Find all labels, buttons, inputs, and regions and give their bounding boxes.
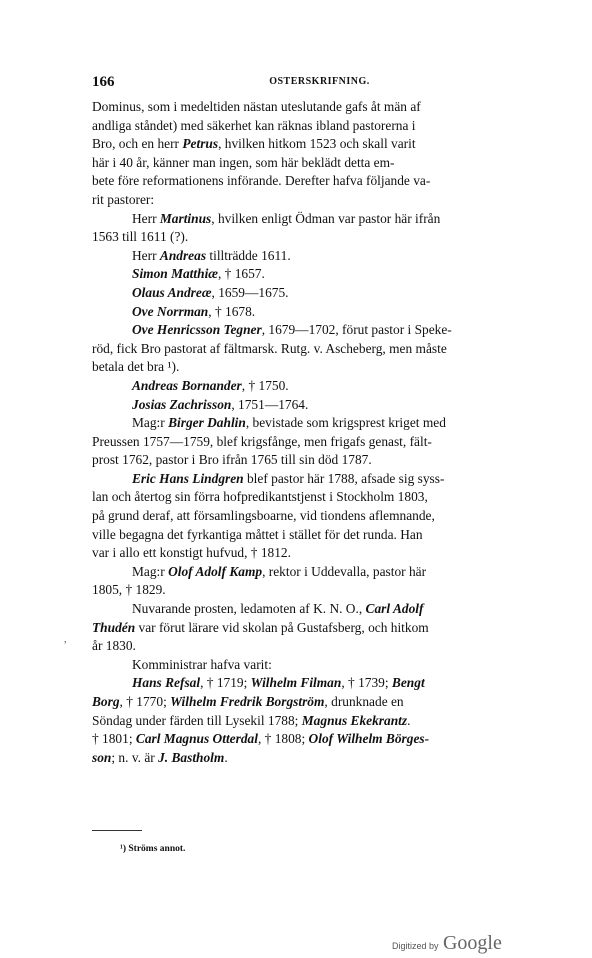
person-name: Ove Norrman — [132, 303, 209, 319]
text-segment: , rektor i Uddevalla, pastor här — [262, 563, 427, 579]
text-segment: , † 1750. — [241, 377, 289, 393]
text-segment: , † 1719; — [200, 675, 251, 691]
text-segment: . — [407, 712, 411, 728]
text-line — [92, 172, 547, 191]
text-segment: här i 40 år, känner man ingen, som här beklädt detta em- — [92, 154, 395, 170]
person-name: Ove Henricsson Tegner — [132, 322, 262, 338]
text-segment: var förut lärare vid skolan på Gustafsberg, och hitkom — [135, 619, 429, 635]
text-line — [92, 433, 547, 452]
person-name: Olof Adolf Kamp — [168, 563, 263, 579]
text-line — [92, 581, 547, 600]
text-segment: , drunknade en — [324, 694, 404, 709]
text-segment: . — [224, 749, 228, 765]
person-name: Simon Matthiæ — [132, 266, 218, 282]
text-segment: lan och återtog sin förra hofpredikantstjenst i Stockholm 1803, — [92, 489, 428, 505]
person-name: son — [92, 749, 112, 765]
page-number: 166 — [92, 74, 115, 90]
text-segment: Preussen 1757—1759, blef krigsfånge, men frigafs genast, fält- — [92, 433, 432, 449]
text-line — [92, 284, 547, 303]
text-line — [92, 340, 547, 359]
person-name: Carl Adolf — [365, 601, 424, 617]
text-segment: röd, fick Bro pastorat af fältmarsk. Rutg. v. Ascheberg, men måste — [92, 340, 447, 356]
text-segment: 1563 till 1611 (?). — [92, 229, 189, 245]
person-name: Wilhelm Filman — [250, 675, 342, 691]
text-segment: , † 1770; — [119, 694, 171, 709]
body-text — [92, 98, 547, 767]
text-line — [92, 191, 547, 210]
text-line — [92, 712, 547, 731]
text-segment: andliga ståndet) med säkerhet kan räknas ibland pastorerna i — [92, 117, 416, 133]
text-segment: Herr — [132, 247, 160, 263]
text-segment: Söndag under färden till Lysekil 1788; — [92, 712, 302, 728]
text-line — [92, 303, 547, 322]
person-name: Thudén — [92, 619, 136, 635]
text-line — [92, 358, 547, 377]
person-name: Hans Refsal — [132, 675, 201, 691]
text-segment: prost 1762, pastor i Bro ifrån 1765 till sin död 1787. — [92, 452, 372, 468]
text-line — [92, 526, 547, 545]
page-header — [92, 74, 547, 94]
footnote: ¹) Ströms annot. — [120, 844, 186, 854]
text-line — [92, 637, 547, 656]
text-segment: , † 1657. — [217, 266, 265, 282]
margin-mark: , — [64, 634, 67, 645]
text-line — [92, 656, 547, 675]
text-segment: blef pastor här 1788, afsade sig syss- — [243, 470, 445, 486]
person-name: Carl Magnus Otterdal — [135, 731, 258, 747]
person-name: Andreas — [159, 247, 207, 263]
text-line — [92, 414, 547, 433]
person-name: Birger Dahlin — [168, 415, 246, 431]
text-line — [92, 117, 547, 136]
text-line — [92, 321, 547, 340]
digitized-prefix: Digitized by — [392, 941, 439, 951]
text-segment: , † 1808; — [257, 731, 309, 747]
text-line — [92, 377, 547, 396]
text-segment: † 1801; — [92, 731, 136, 747]
text-line — [92, 600, 547, 619]
text-line — [92, 135, 547, 154]
text-line — [92, 396, 547, 415]
text-line — [92, 693, 547, 712]
person-name: Borg — [92, 694, 120, 709]
text-segment: Dominus, som i medeltiden nästan uteslutande gafs åt män af — [92, 99, 421, 114]
text-segment: Mag:r — [132, 563, 169, 579]
running-head: OSTERSKRIFNING. — [269, 76, 370, 87]
text-line — [92, 749, 547, 768]
text-segment: betala det bra ¹). — [92, 359, 180, 375]
text-segment: Nuvarande prosten, ledamoten af K. N. O., — [132, 601, 366, 617]
text-line — [92, 544, 547, 563]
text-segment: , hvilken enligt Ödman var pastor här ifrån — [211, 210, 441, 226]
person-name: Andreas Bornander — [132, 377, 242, 393]
text-line — [92, 154, 547, 173]
person-name: Olof Wilhelm Börges- — [308, 731, 430, 747]
text-line — [92, 265, 547, 284]
text-line — [92, 247, 547, 266]
text-segment: Herr — [132, 210, 160, 226]
person-name: Martinus — [159, 210, 212, 226]
text-segment: , † 1678. — [208, 303, 256, 319]
person-name: Josias Zachrisson — [132, 396, 232, 412]
text-segment: , † 1739; — [341, 675, 392, 691]
text-line — [92, 470, 547, 489]
text-segment: rit pastorer: — [92, 191, 155, 207]
text-line — [92, 674, 547, 693]
person-name: Petrus — [182, 136, 219, 152]
text-line — [92, 563, 547, 582]
person-name: Eric Hans Lindgren — [132, 470, 244, 486]
text-segment: Komministrar hafva varit: — [132, 656, 272, 672]
person-name: Magnus Ekekrantz — [301, 712, 408, 728]
text-segment: , 1679—1702, förut pastor i Speke- — [261, 322, 452, 338]
text-segment: , 1751—1764. — [231, 396, 309, 412]
person-name: Bengt — [391, 675, 425, 691]
text-line — [92, 619, 547, 638]
text-segment: Bro, och en herr — [92, 136, 183, 152]
digitized-by-google — [392, 932, 502, 955]
person-name: Olaus Andreæ — [132, 284, 212, 300]
text-segment: ville begagna det fyrkantiga måttet i stället för det runda. Han — [92, 526, 423, 542]
text-line — [92, 730, 547, 749]
text-segment: på grund deraf, att församlingsboarne, vid tiondens aflemnande, — [92, 508, 435, 524]
text-segment: ; n. v. är — [111, 749, 159, 765]
text-segment: bete före reformationens införande. Derefter hafva följande va- — [92, 173, 431, 189]
text-line — [92, 451, 547, 470]
text-segment: , 1659—1675. — [211, 284, 289, 300]
text-segment: år 1830. — [92, 638, 136, 654]
text-line — [92, 98, 547, 117]
text-segment: Mag:r — [132, 415, 169, 431]
text-segment: 1805, † 1829. — [92, 582, 166, 598]
text-segment: , hvilken hitkom 1523 och skall varit — [218, 136, 416, 152]
person-name: J. Bastholm — [158, 749, 225, 765]
google-logo: Google — [442, 932, 502, 954]
text-segment: tillträdde 1611. — [206, 247, 291, 263]
text-segment: , bevistade som krigsprest kriget med — [245, 415, 446, 431]
text-line — [92, 228, 547, 247]
text-line — [92, 488, 547, 507]
footnote-rule — [92, 830, 142, 831]
text-line — [92, 507, 547, 526]
person-name: Wilhelm Fredrik Borgström — [170, 694, 325, 709]
text-line — [92, 210, 547, 229]
text-segment: var i allo ett konstigt hufvud, † 1812. — [92, 545, 291, 561]
